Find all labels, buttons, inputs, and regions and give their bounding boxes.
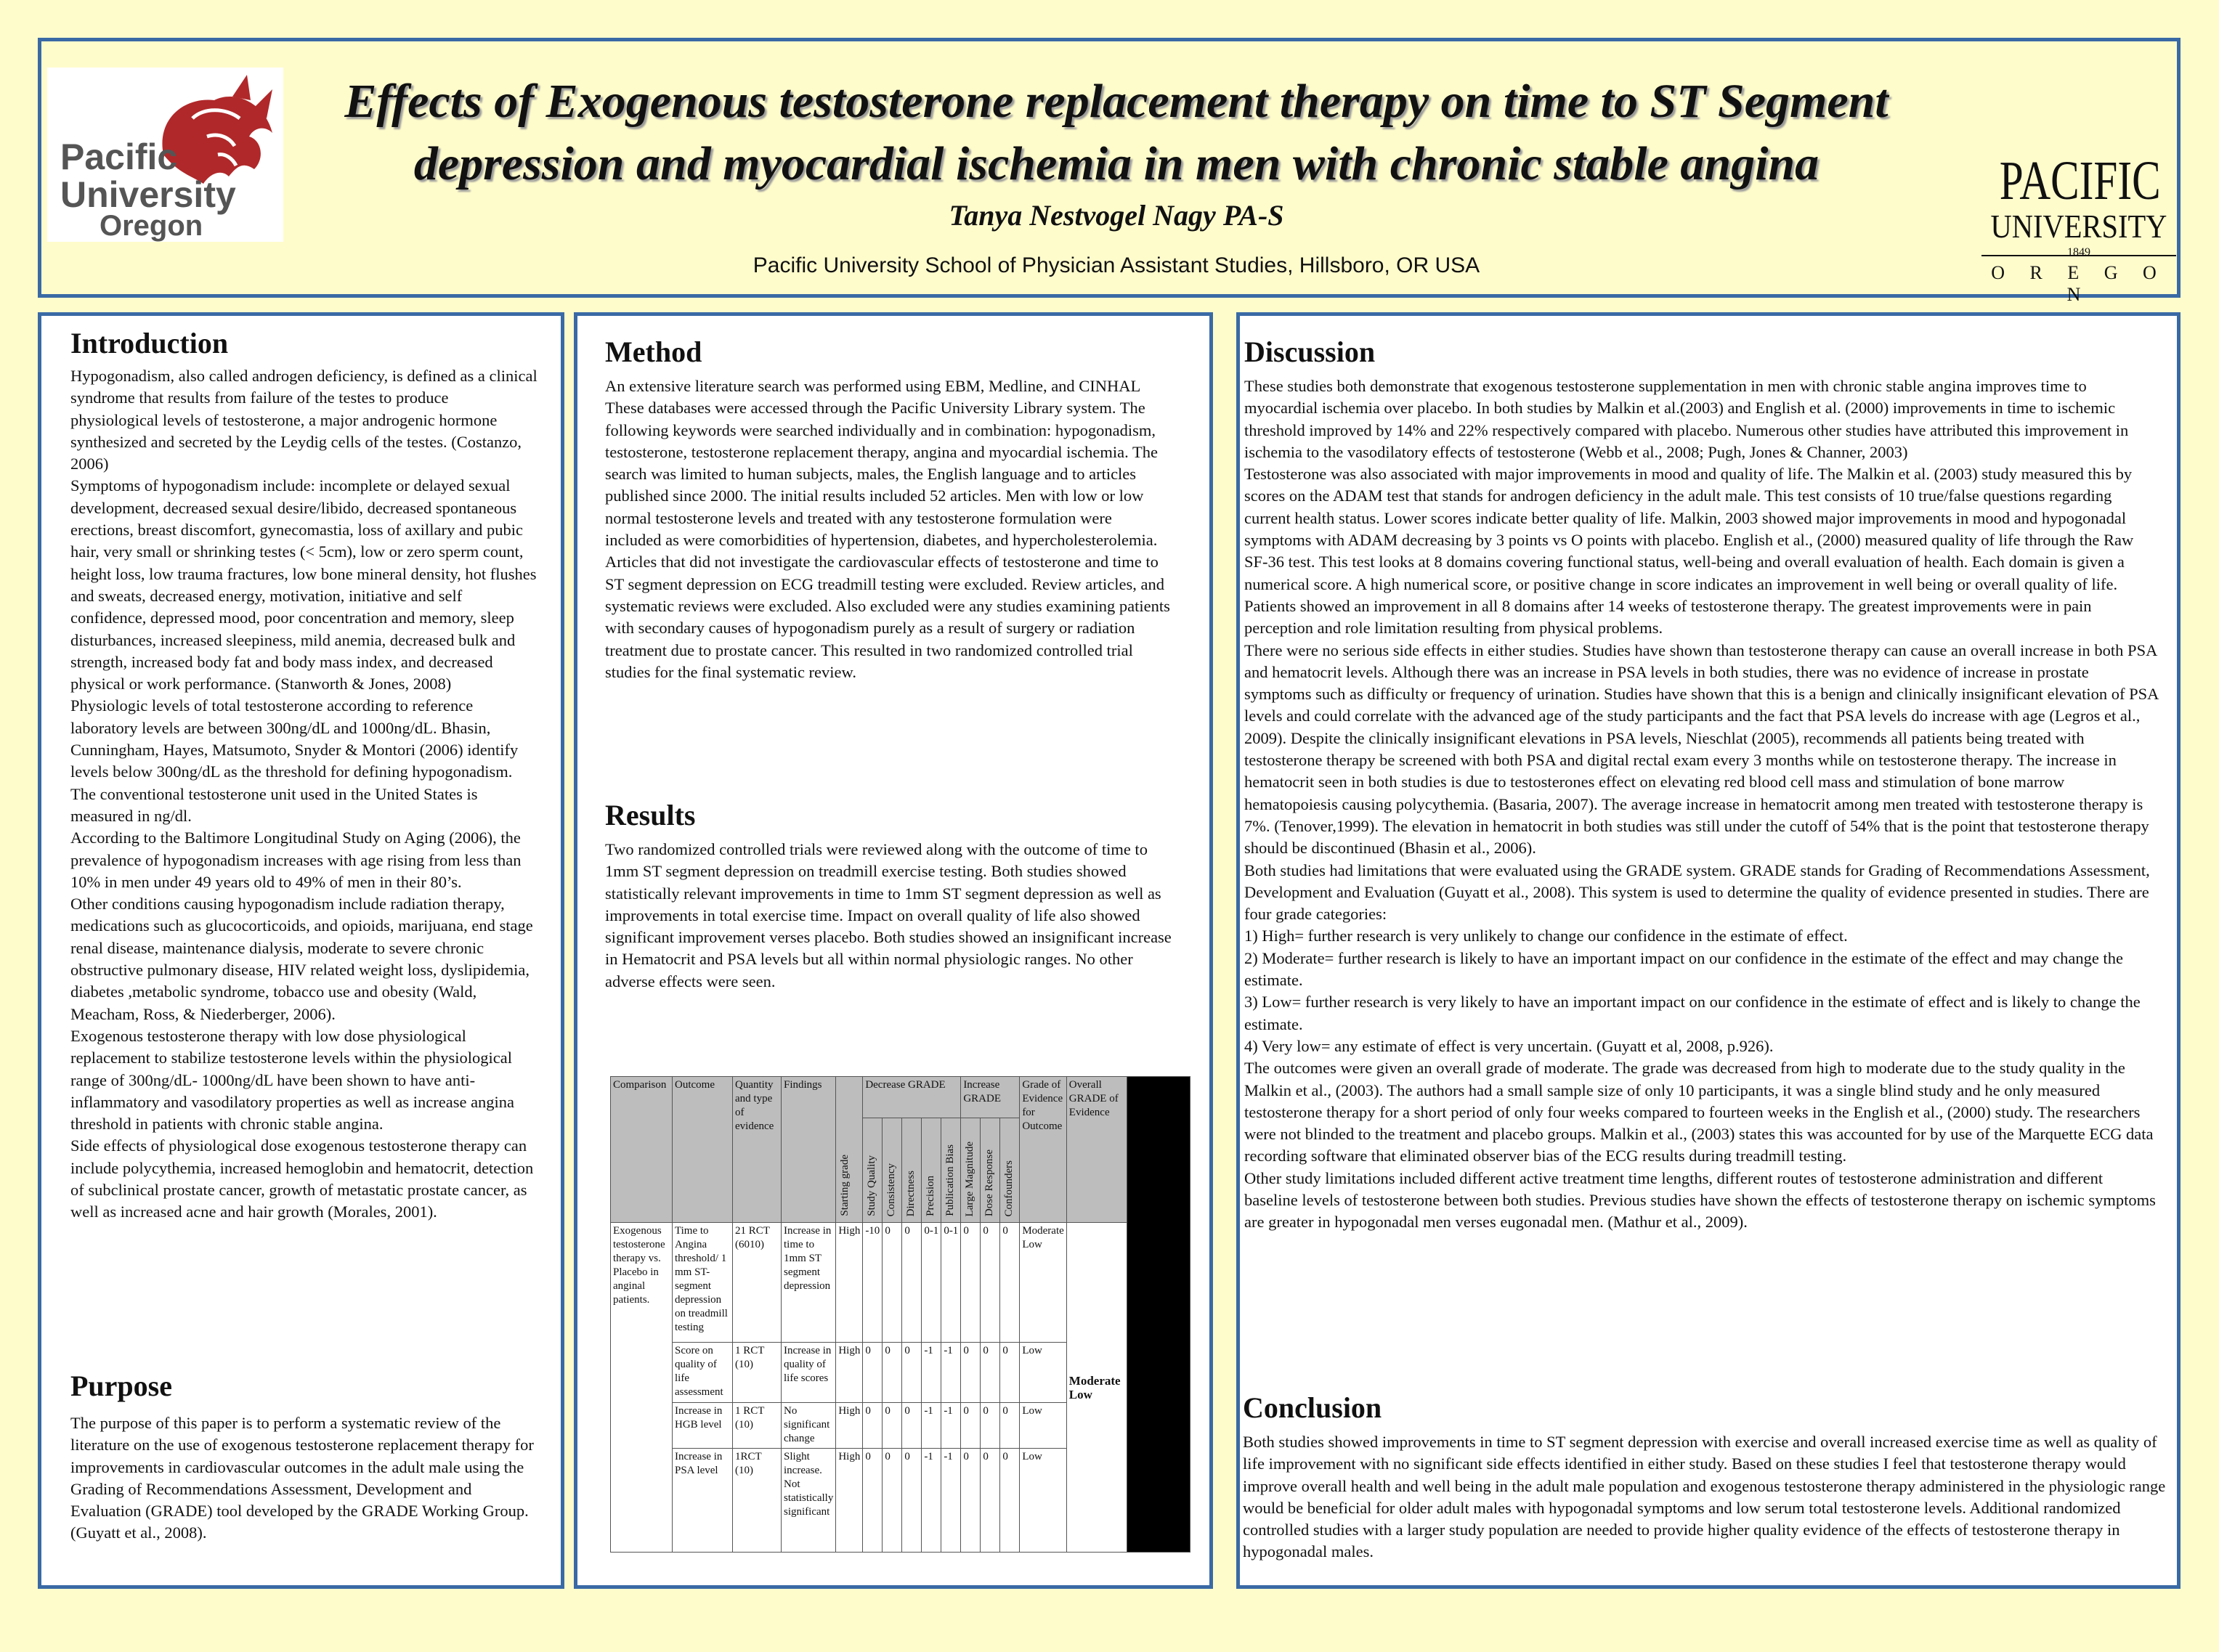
cell-overall: Moderate Low — [1066, 1223, 1127, 1553]
title-line-2: depression and myocardial ischemia in men with chronic stable angina — [413, 137, 1820, 190]
cell: Increase in quality of life scores — [782, 1343, 836, 1403]
cell: Increase in time to 1mm ST segment depression — [782, 1223, 836, 1343]
cell: -1 — [941, 1449, 961, 1553]
purpose-body: The purpose of this paper is to perform a systematic review of the literature on the use of exogenous testosterone replacement therapy for improvements in cardiovascular outcomes in the adult male using the Grading of Recommendations Assessment, Development and Evaluation (GRADE) tool developed by the GRADE Working Group. (Guyatt et al., 2008). — [70, 1414, 534, 1542]
logo-right-line2: UNIVERSITY — [1990, 208, 2167, 245]
cell: 0 — [981, 1343, 1000, 1403]
title-line-1: Effects of Exogenous testosterone replacement therapy on time to ST Segment — [344, 75, 1889, 128]
introduction-heading: Introduction — [70, 327, 229, 359]
cell: Moderate Low — [1020, 1223, 1066, 1343]
cell: Increase in PSA level — [673, 1449, 733, 1553]
results-body: Two randomized controlled trials were reviewed along with the outcome of time to 1mm ST segment depression on treadmill exercise testing. Both studies showed statistically relevant improvements in time to 1mm ST segment depression as well as improvements in total exercise time. Impact on overall quality of life also showed significant improvement verses placebo. Both studies showed an insignificant increase in Hematocrit and PSA levels but all within normal physiologic ranges. No other adverse effects were seen. — [605, 840, 1172, 990]
cell: Time to Angina threshold/ 1 mm ST-segment depression on treadmill testing — [673, 1223, 733, 1343]
pacific-university-logo-left — [47, 68, 283, 242]
cell: No significant change — [782, 1403, 836, 1449]
left-column-panel — [38, 312, 564, 1589]
discussion-paragraph: The outcomes were given an overall grade of moderate. The grade was decreased from high to moderate due to the study quality in the Malkin et al., (2003). The authors had a small sample size of only 10 participants, it was a single blind study and he only measured testosterone therapy for a short period of only four weeks compared to fourteen weeks in the English et al., (2000) study. The researchers were not blinded to the treatment and placebo groups. Malkin et al., (2003) states this was accounted for by use of the Marquette ECG data recording software that eliminated observer bias of the ECG results during treadmill testing. — [1244, 1059, 2154, 1165]
cell: 21 RCT (6010) — [733, 1223, 782, 1343]
th-dose-response: Dose Response — [981, 1118, 1000, 1223]
cell: 0 — [902, 1343, 922, 1403]
table-row — [611, 1223, 1190, 1343]
th-decrease: Decrease GRADE — [863, 1077, 961, 1118]
th-starting: Starting grade — [836, 1077, 863, 1223]
th-outcome: Outcome — [673, 1077, 733, 1223]
discussion-paragraph: 2) Moderate= further research is likely to have an important impact on our confidence in the estimate of the effect and may change the estimate. — [1244, 948, 2123, 990]
cell: 0 — [981, 1403, 1000, 1449]
th-directness: Directness — [902, 1118, 922, 1223]
discussion-paragraph: Testosterone was also associated with major improvements in mood and quality of life. The Malkin et al. (2003) study measured this by scores on the ADAM test that stands for androgen deficiency in the adult male. This test consists of 10 true/false questions regarding current health status. Lower scores indicate better quality of life. Malkin, 2003 showed major improvements in mood and hypogonadal symptoms with ADAM decreasing by 3 points vs O points with placebo. English et al., (2000) measured quality of life through the Raw SF-36 test. This test looks at 8 domains covering functional status, well-being and overall evaluation of health. Each domain is given a numerical score. A high numerical score, or positive change in score indicates an improvement in well being or overall quality of life. Patients showed an improvement in all 8 domains after 14 weeks of testosterone therapy. The greatest improvements were in pain perception and role limitation resulting from physical problems. — [1244, 465, 2134, 638]
cell: -1 — [941, 1403, 961, 1449]
purpose-heading: Purpose — [70, 1370, 172, 1402]
cell-comparison: Exogenous testosterone therapy vs. Placebo in anginal patients. — [611, 1223, 673, 1553]
cell: -1 — [922, 1403, 941, 1449]
black-column — [1127, 1077, 1190, 1553]
cell: Low — [1020, 1343, 1066, 1403]
cell: 0 — [961, 1449, 981, 1553]
results-heading: Results — [605, 799, 696, 831]
cell: 0 — [863, 1343, 883, 1403]
conclusion-body: Both studies showed improvements in time to ST segment depression with exercise and overall increased exercise time as well as quality of life improvement with no significant side effects identified in either study. Based on these studies I feel that testosterone therapy would improve overall health and well being in the adult male population and exogenous testosterone therapy administered in the physiologic range would be beneficial for older adult males with hypogonadal symptoms and low serum total testosterone levels. Additional randomized controlled studies with a larger study population are needed to provide higher quality evidence of the effects of testosterone therapy in hypogonadal males. — [1243, 1433, 2166, 1561]
cell: 0 — [902, 1403, 922, 1449]
th-confounders: Confounders — [1000, 1118, 1020, 1223]
discussion-paragraph: 3) Low= further research is very likely to have an important impact on our confidence in the estimate of effect and is likely to change the estimate. — [1244, 993, 2141, 1033]
cell: 0 — [883, 1403, 902, 1449]
discussion-paragraph: There were no serious side effects in either studies. Studies have shown than testosterone therapy can cause an overall increase in both PSA and hematocrit levels. Although there was an increase in PSA levels in both studies, there was no evidence of increase in prostate symptoms such as difficulty or frequency of urination. Studies have shown that this is a benign and clinically insignificant elevation of PSA levels and could correlate with the advanced age of the study participants and the fact that PSA levels do increase with age (Legros et al., 2009). Despite the clinically insignificant elevations in PSA levels, Nieschlat (2005), recommends all patients being treated with testosterone therapy be screened with both PSA and digital rectal exam every 3 months while on testosterone therapy. The increase in hematocrit seen in both studies is due to testosterones effect on elevating red blood cell mass and stimulation of bone marrow hematopoiesis causing polycythemia. (Basaria, 2007). The average increase in hematocrit among men treated with testosterone therapy is 7%. (Tenover,1999). The elevation in hematocrit in both studies was still under the cutoff of 54% that is the point that testosterone therapy should be discontinued (Bhasin et al., 2006). — [1244, 640, 2159, 858]
cell: 0 — [1000, 1449, 1020, 1553]
cell: 0 — [981, 1449, 1000, 1553]
intro-paragraph: According to the Baltimore Longitudinal Study on Aging (2006), the prevalence of hypogonadism increases with age rising from less than 10% in men under 49 years old to 49% of men in their 80’s. — [70, 829, 522, 891]
cell: -1 — [941, 1343, 961, 1403]
cell: 0 — [863, 1403, 883, 1449]
th-publication-bias: Publication Bias — [941, 1118, 961, 1223]
introduction-body — [70, 365, 539, 1224]
cell: 0 — [1000, 1223, 1020, 1343]
cell: Score on quality of life assessment — [673, 1343, 733, 1403]
cell: 0 — [961, 1403, 981, 1449]
cell: 0 — [902, 1449, 922, 1553]
th-precision: Precision — [922, 1118, 941, 1223]
cell: Slight increase. Not statistically significant — [782, 1449, 836, 1553]
cell: High — [836, 1403, 863, 1449]
cell: 0 — [883, 1343, 902, 1403]
th-study-quality: Study Quality — [863, 1118, 883, 1223]
pacific-university-logo-right — [1977, 150, 2181, 305]
author: Tanya Nestvogel Nagy PA-S — [949, 199, 1284, 232]
logo-right-line1: PACIFIC — [1999, 150, 2161, 211]
cell: 0 — [1000, 1343, 1020, 1403]
cell: 0 — [863, 1449, 883, 1553]
poster-title — [259, 70, 1973, 195]
cell: 0 — [961, 1223, 981, 1343]
discussion-paragraph: These studies both demonstrate that exogenous testosterone supplementation in men with chronic stable angina improves time to myocardial ischemia over placebo. In both studies by Malkin et al.(2003) and English et al. (2000) improvements in time to ischemic threshold improved by 14% and 22% respectively compared with placebo. Numerous other studies have attributed this improvement in ischemia to the vasodilatory effects of testosterone (Webb et al., 2008; Pugh, Jones & Channer, 2003) — [1244, 377, 2129, 461]
th-increase: Increase GRADE — [961, 1077, 1020, 1118]
intro-paragraph: Side effects of physiological dose exogenous testosterone therapy can include polycythemia, increased hemoglobin and hematocrit, detection of subclinical prostate cancer, growth of metastatic prostate cancer, as well as increased acne and hair growth (Morales, 2001). — [70, 1136, 534, 1221]
intro-paragraph: Physiologic levels of total testosterone according to reference laboratory levels are between 300ng/dL and 1000ng/dL. Bhasin, Cunningham, Hayes, Matsumoto, Snyder & Montori (2006) identify levels below 300ng/dL as the threshold for defining hypogonadism. The conventional testosterone unit used in the United States is measured in ng/dl. — [70, 696, 519, 825]
cell: -10 — [863, 1223, 883, 1343]
cell: 0 — [1000, 1403, 1020, 1449]
th-large-magnitude: Large Magnitude — [961, 1118, 981, 1223]
discussion-heading: Discussion — [1244, 335, 1376, 368]
cell: 0 — [961, 1343, 981, 1403]
th-consistency: Consistency — [883, 1118, 902, 1223]
cell: 0 — [981, 1223, 1000, 1343]
discussion-paragraph: 4) Very low= any estimate of effect is very uncertain. (Guyatt et al, 2008, p.926). — [1244, 1036, 1774, 1055]
discussion-paragraph: 1) High= further research is very unlikely to change our confidence in the estimate of effect. — [1244, 927, 1848, 945]
grade-table-figure — [604, 1018, 1191, 1571]
th-comparison: Comparison — [611, 1077, 673, 1223]
cell: Low — [1020, 1403, 1066, 1449]
header-panel — [38, 38, 2181, 305]
cell: 0-1 — [922, 1223, 941, 1343]
logo-right-line3: O R E G O N — [1991, 262, 2167, 305]
logo-left-line2: University — [60, 174, 236, 215]
cell: 0 — [883, 1223, 902, 1343]
cell: -1 — [922, 1343, 941, 1403]
logo-right-year: 1849 — [2067, 246, 2090, 259]
th-quantity: Quantity and type of evidence — [733, 1077, 782, 1223]
grade-table — [610, 1076, 1190, 1553]
intro-paragraph: Hypogonadism, also called androgen deficiency, is defined as a clinical syndrome that results from failure of the testes to produce physiological levels of testosterone, a major androgenic hormone synthesized and secreted by the Leydig cells of the testes. (Costanzo, 2006) — [70, 367, 537, 473]
cell: -1 — [922, 1449, 941, 1553]
th-grade-outcome: Grade of Evidence for Outcome — [1020, 1077, 1066, 1223]
right-column-panel — [1236, 312, 2181, 1589]
logo-left-line1: Pacific — [60, 137, 178, 177]
cell: 0-1 — [941, 1223, 961, 1343]
intro-paragraph: Exogenous testosterone therapy with low dose physiological replacement to stabilize testosterone levels within the physiological range of 300ng/dL- 1000ng/dL have been shown to have anti-inflammatory and vasodilatory properties as well as increase angina threshold in patients with chronic stable angina. — [70, 1026, 515, 1134]
cell: High — [836, 1343, 863, 1403]
th-overall: Overall GRADE of Evidence — [1066, 1077, 1127, 1223]
cell: 1 RCT (10) — [733, 1403, 782, 1449]
intro-paragraph: Other conditions causing hypogonadism include radiation therapy, medications such as glucocorticoids, and opioids, marijuana, end stage renal disease, maintenance dialysis, moderate to severe chronic obstructive pulmonary disease, HIV related weight loss, dyslipidemia, diabetes ,metabolic syndrome, tobacco use and obesity (Wald, Meacham, Ross, & Niederberger, 2006). — [70, 895, 533, 1023]
discussion-paragraph: Both studies had limitations that were evaluated using the GRADE system. GRADE stands for Grading of Recommendations Assessment, Development and Evaluation (Guyatt et al., 2008). This system is used to determine the quality of evidence presented in studies. There are four grade categories: — [1244, 860, 2150, 924]
cell: Increase in HGB level — [673, 1403, 733, 1449]
cell: 0 — [883, 1449, 902, 1553]
method-body: An extensive literature search was performed using EBM, Medline, and CINHAL These databases were accessed through the Pacific University Library system. The following keywords were searched individually and in combination: hypogonadism, testosterone, testosterone replacement therapy, angina and myocardial ischemia. The search was limited to human subjects, males, the English language and to articles published since 2000. The initial results included 52 articles. Men with low or low normal testosterone levels and treated with any testosterone formulation were included as were comorbidities of hypertension, diabetes, and hypercholesterolemia. Articles that did not investigate the cardiovascular effects of testosterone and time to ST segment depression on ECG treadmill testing were excluded. Review articles, and systematic reviews were excluded. Also excluded were any studies examining patients with secondary causes of hypogonadism purely as a result of surgery or radiation treatment due to prostate cancer. This resulted in two randomized controlled trial studies for the final systematic review. — [605, 377, 1170, 681]
cell: 1 RCT (10) — [733, 1343, 782, 1403]
cell: 0 — [902, 1223, 922, 1343]
discussion-paragraph: Other study limitations included different active treatment time lengths, different routes of testosterone administration and different baseline levels of testosterone between both studies. Previous studies have shown the effects of testosterone therapy on ischemic symptoms are greater in hypogonadal men verses eugonadal men. (Mathur et al., 2009). — [1244, 1168, 2156, 1232]
cell: High — [836, 1223, 863, 1343]
th-findings: Findings — [782, 1077, 836, 1223]
cell: 1RCT (10) — [733, 1449, 782, 1553]
cell: High — [836, 1449, 863, 1553]
cell: Low — [1020, 1449, 1066, 1553]
affiliation: Pacific University School of Physician Assistant Studies, Hillsboro, OR USA — [752, 253, 1480, 277]
conclusion-heading: Conclusion — [1243, 1391, 1382, 1424]
intro-paragraph: Symptoms of hypogonadism include: incomplete or delayed sexual development, decreased sexual desire/libido, decreased spontaneous erections, breast discomfort, gynecomastia, loss of axillary and pubic hair, very small or shrinking testes (< 5cm), low or zero sperm count, height loss, low trauma fractures, low bone mineral density, hot flushes and sweats, decreased energy, motivation, initiative and self confidence, depressed mood, poor concentration and memory, sleep disturbances, increased sleepiness, mild anemia, decreased bulk and strength, increased body fat and body mass index, and decreased physical or work performance. (Stanworth & Jones, 2008) — [70, 476, 537, 693]
logo-left-line3: Oregon — [100, 210, 203, 242]
discussion-body — [1244, 375, 2159, 1234]
method-heading: Method — [605, 335, 702, 368]
